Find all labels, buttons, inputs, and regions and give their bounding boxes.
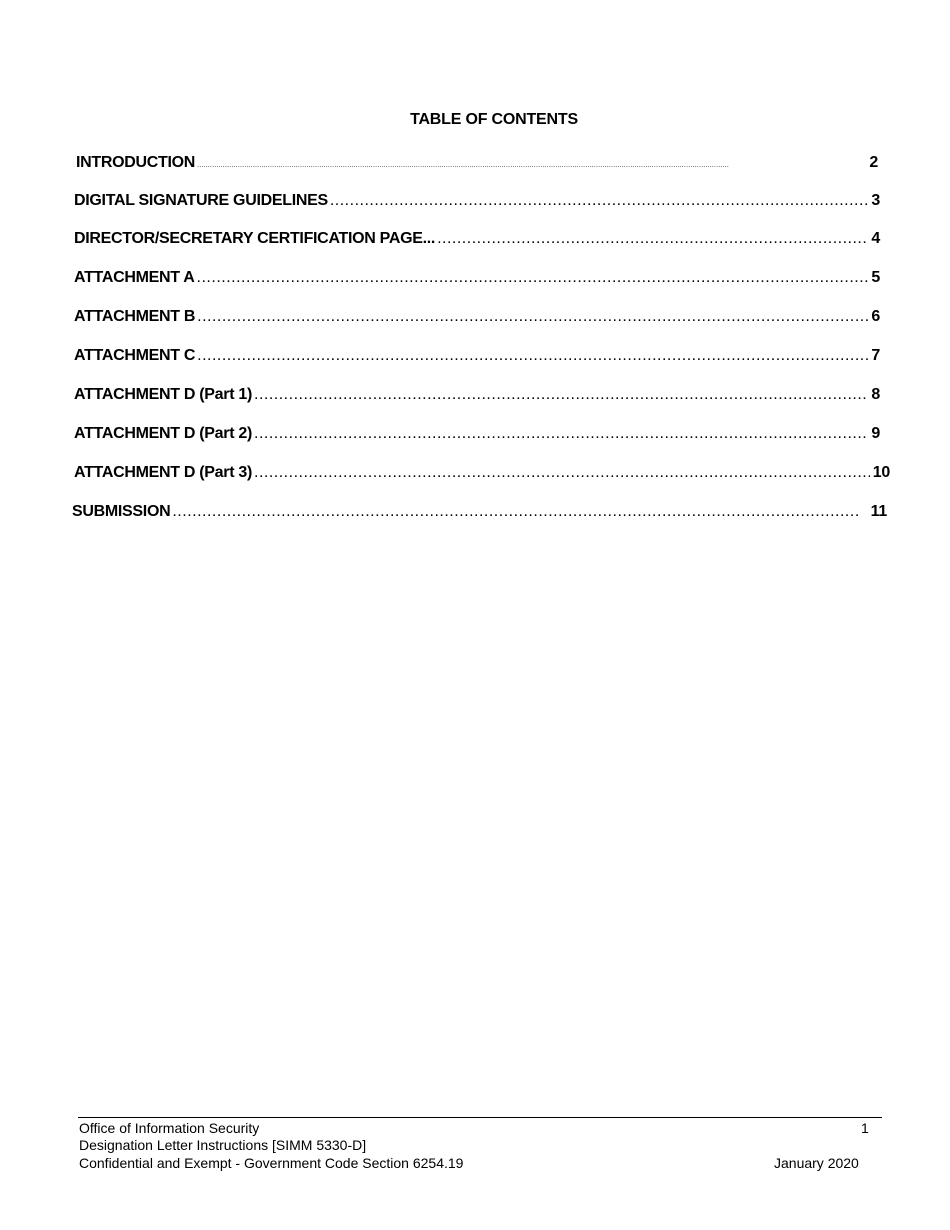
footer-confidentiality: Confidential and Exempt - Government Code Section 6254.19 xyxy=(79,1155,464,1171)
toc-entry-attachment-c[interactable] xyxy=(74,347,880,365)
toc-entry-page: 5 xyxy=(871,269,880,286)
footer-document-title: Designation Letter Instructions [SIMM 5330-D] xyxy=(79,1137,367,1153)
toc-entry-attachment-d-part-3[interactable] xyxy=(74,464,890,482)
footer-date: January 2020 xyxy=(774,1155,859,1171)
toc-dot-leader xyxy=(172,503,860,521)
toc-dot-leader xyxy=(197,308,868,326)
toc-entry-page: 8 xyxy=(871,386,880,403)
toc-entry-page: 10 xyxy=(872,464,890,481)
toc-entry-page: 3 xyxy=(871,192,880,209)
toc-entry-label: ATTACHMENT B xyxy=(74,308,196,325)
toc-dot-leader xyxy=(254,386,868,404)
toc-entry-label: ATTACHMENT D (Part 3) xyxy=(74,464,252,481)
toc-entry-submission[interactable] xyxy=(72,503,887,521)
toc-entry-label: ATTACHMENT D (Part 1) xyxy=(74,386,252,403)
footer-page-number: 1 xyxy=(861,1120,869,1136)
toc-entry-attachment-d-part-1[interactable] xyxy=(74,386,880,404)
footer-office: Office of Information Security xyxy=(79,1120,260,1136)
toc-entry-label: ATTACHMENT C xyxy=(74,347,196,364)
toc-entry-label: INTRODUCTION xyxy=(76,154,196,171)
toc-entry-label: DIGITAL SIGNATURE GUIDELINES xyxy=(74,192,328,209)
toc-entry-page: 9 xyxy=(871,425,880,442)
toc-entry-page: 11 xyxy=(870,503,887,520)
toc-dot-leader xyxy=(254,464,870,482)
toc-entry-label: ATTACHMENT A xyxy=(74,269,195,286)
toc-entry-attachment-d-part-2[interactable] xyxy=(74,425,880,443)
toc-entry-introduction[interactable] xyxy=(76,154,878,172)
toc-dot-leader xyxy=(197,347,868,365)
toc-entry-page: 6 xyxy=(871,308,880,325)
toc-entry-page: 2 xyxy=(869,154,878,171)
toc-entry-page: 7 xyxy=(871,347,880,364)
toc-dot-leader xyxy=(437,230,868,248)
toc-entry-label: ATTACHMENT D (Part 2) xyxy=(74,425,252,442)
footer-divider xyxy=(78,1117,882,1118)
toc-entry-certification-page[interactable] xyxy=(74,230,880,248)
toc-entry-label: DIRECTOR/SECRETARY CERTIFICATION PAGE... xyxy=(74,230,436,247)
toc-entry-attachment-a[interactable] xyxy=(74,269,880,287)
toc-entry-attachment-b[interactable] xyxy=(74,308,880,326)
toc-dot-leader xyxy=(197,269,869,287)
toc-entry-label: SUBMISSION xyxy=(72,503,171,520)
toc-dot-leader xyxy=(197,162,866,169)
toc-dot-leader xyxy=(254,425,868,443)
toc-entry-digital-signature-guidelines[interactable] xyxy=(74,192,880,210)
toc-dot-leader xyxy=(330,192,869,210)
toc-title: TABLE OF CONTENTS xyxy=(410,111,578,128)
toc-entry-page: 4 xyxy=(871,230,880,247)
